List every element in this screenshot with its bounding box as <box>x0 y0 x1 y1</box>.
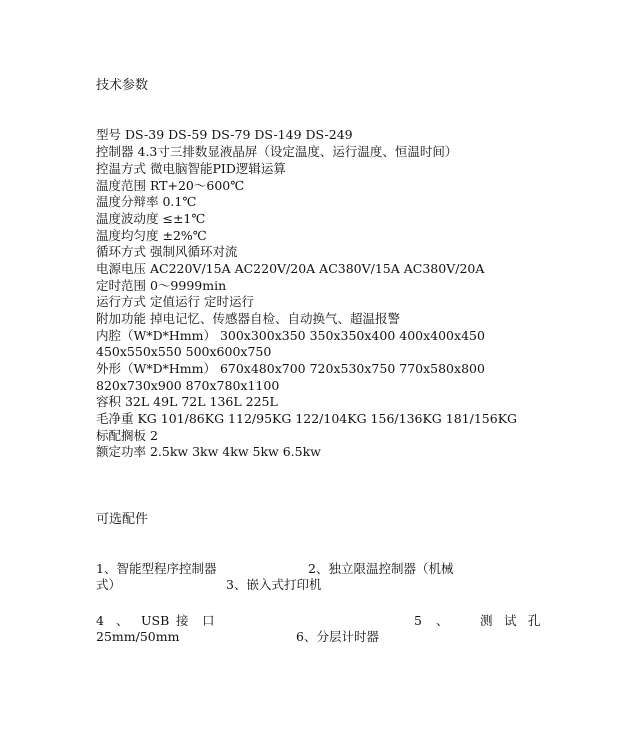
spec-line: 额定功率 2.5kw 3kw 4kw 5kw 6.5kw <box>96 444 321 459</box>
spec-line: 型号 DS-39 DS-59 DS-79 DS-149 DS-249 <box>96 127 353 142</box>
accessory-item-4-separator: 、 <box>116 613 129 628</box>
accessory-item-4-label-part: 接 <box>176 613 189 628</box>
spec-line: 循环方式 强制风循环对流 <box>96 244 238 259</box>
accessory-item-5-label-part: 孔 <box>528 613 541 628</box>
accessory-item-1: 1、智能型程序控制器 <box>96 561 217 576</box>
spec-line: 控制器 4.3寸三排数显液晶屏（设定温度、运行温度、恒温时间） <box>96 144 458 159</box>
accessory-item-4-label-part: 口 <box>202 613 215 628</box>
accessory-item-4-number: 4 <box>96 613 104 628</box>
spec-line: 内腔（W*D*Hmm） 300x300x350 350x350x400 400x400x450 <box>96 328 485 343</box>
accessory-item-2-cont: 式） <box>96 577 122 592</box>
spec-line: 温度均匀度 ±2%℃ <box>96 228 207 243</box>
spec-line: 运行方式 定值运行 定时运行 <box>96 294 254 309</box>
section-title-accessories: 可选配件 <box>96 512 149 527</box>
accessory-item-2: 2、独立限温控制器（机械 <box>308 561 454 576</box>
spec-line: 温度分辩率 0.1℃ <box>96 194 197 209</box>
spec-line: 温度波动度 ≤±1℃ <box>96 211 206 226</box>
spec-line: 容积 32L 49L 72L 136L 225L <box>96 394 278 409</box>
accessory-item-5-number: 5 <box>414 613 422 628</box>
section-title-tech-params: 技术参数 <box>96 78 149 93</box>
spec-line: 标配搁板 2 <box>96 428 158 443</box>
spec-line: 定时范围 0～9999min <box>96 278 227 293</box>
spec-line: 毛净重 KG 101/86KG 112/95KG 122/104KG 156/136KG 181/156KG <box>96 411 518 426</box>
accessory-item-6: 6、分层计时器 <box>296 629 379 644</box>
accessory-item-5-separator: 、 <box>436 613 449 628</box>
spec-line: 820x730x900 870x780x1100 <box>96 378 280 393</box>
accessory-item-3: 3、嵌入式打印机 <box>226 577 322 592</box>
spec-line: 控温方式 微电脑智能PID逻辑运算 <box>96 161 286 176</box>
accessory-item-5-label-part: 试 <box>504 613 517 628</box>
spec-line: 电源电压 AC220V/15A AC220V/20A AC380V/15A AC380V/20A <box>96 261 485 276</box>
accessory-item-5-value: 25mm/50mm <box>96 629 180 644</box>
spec-line: 温度范围 RT+20～600℃ <box>96 178 245 193</box>
spec-line: 附加功能 掉电记忆、传感器自检、自动换气、超温报警 <box>96 311 400 326</box>
spec-line: 450x550x550 500x600x750 <box>96 344 272 359</box>
spec-line: 外形（W*D*Hmm） 670x480x700 720x530x750 770x580x800 <box>96 361 485 376</box>
accessory-item-4-label-part: USB <box>141 613 170 628</box>
accessory-item-5-label-part: 测 <box>480 613 493 628</box>
